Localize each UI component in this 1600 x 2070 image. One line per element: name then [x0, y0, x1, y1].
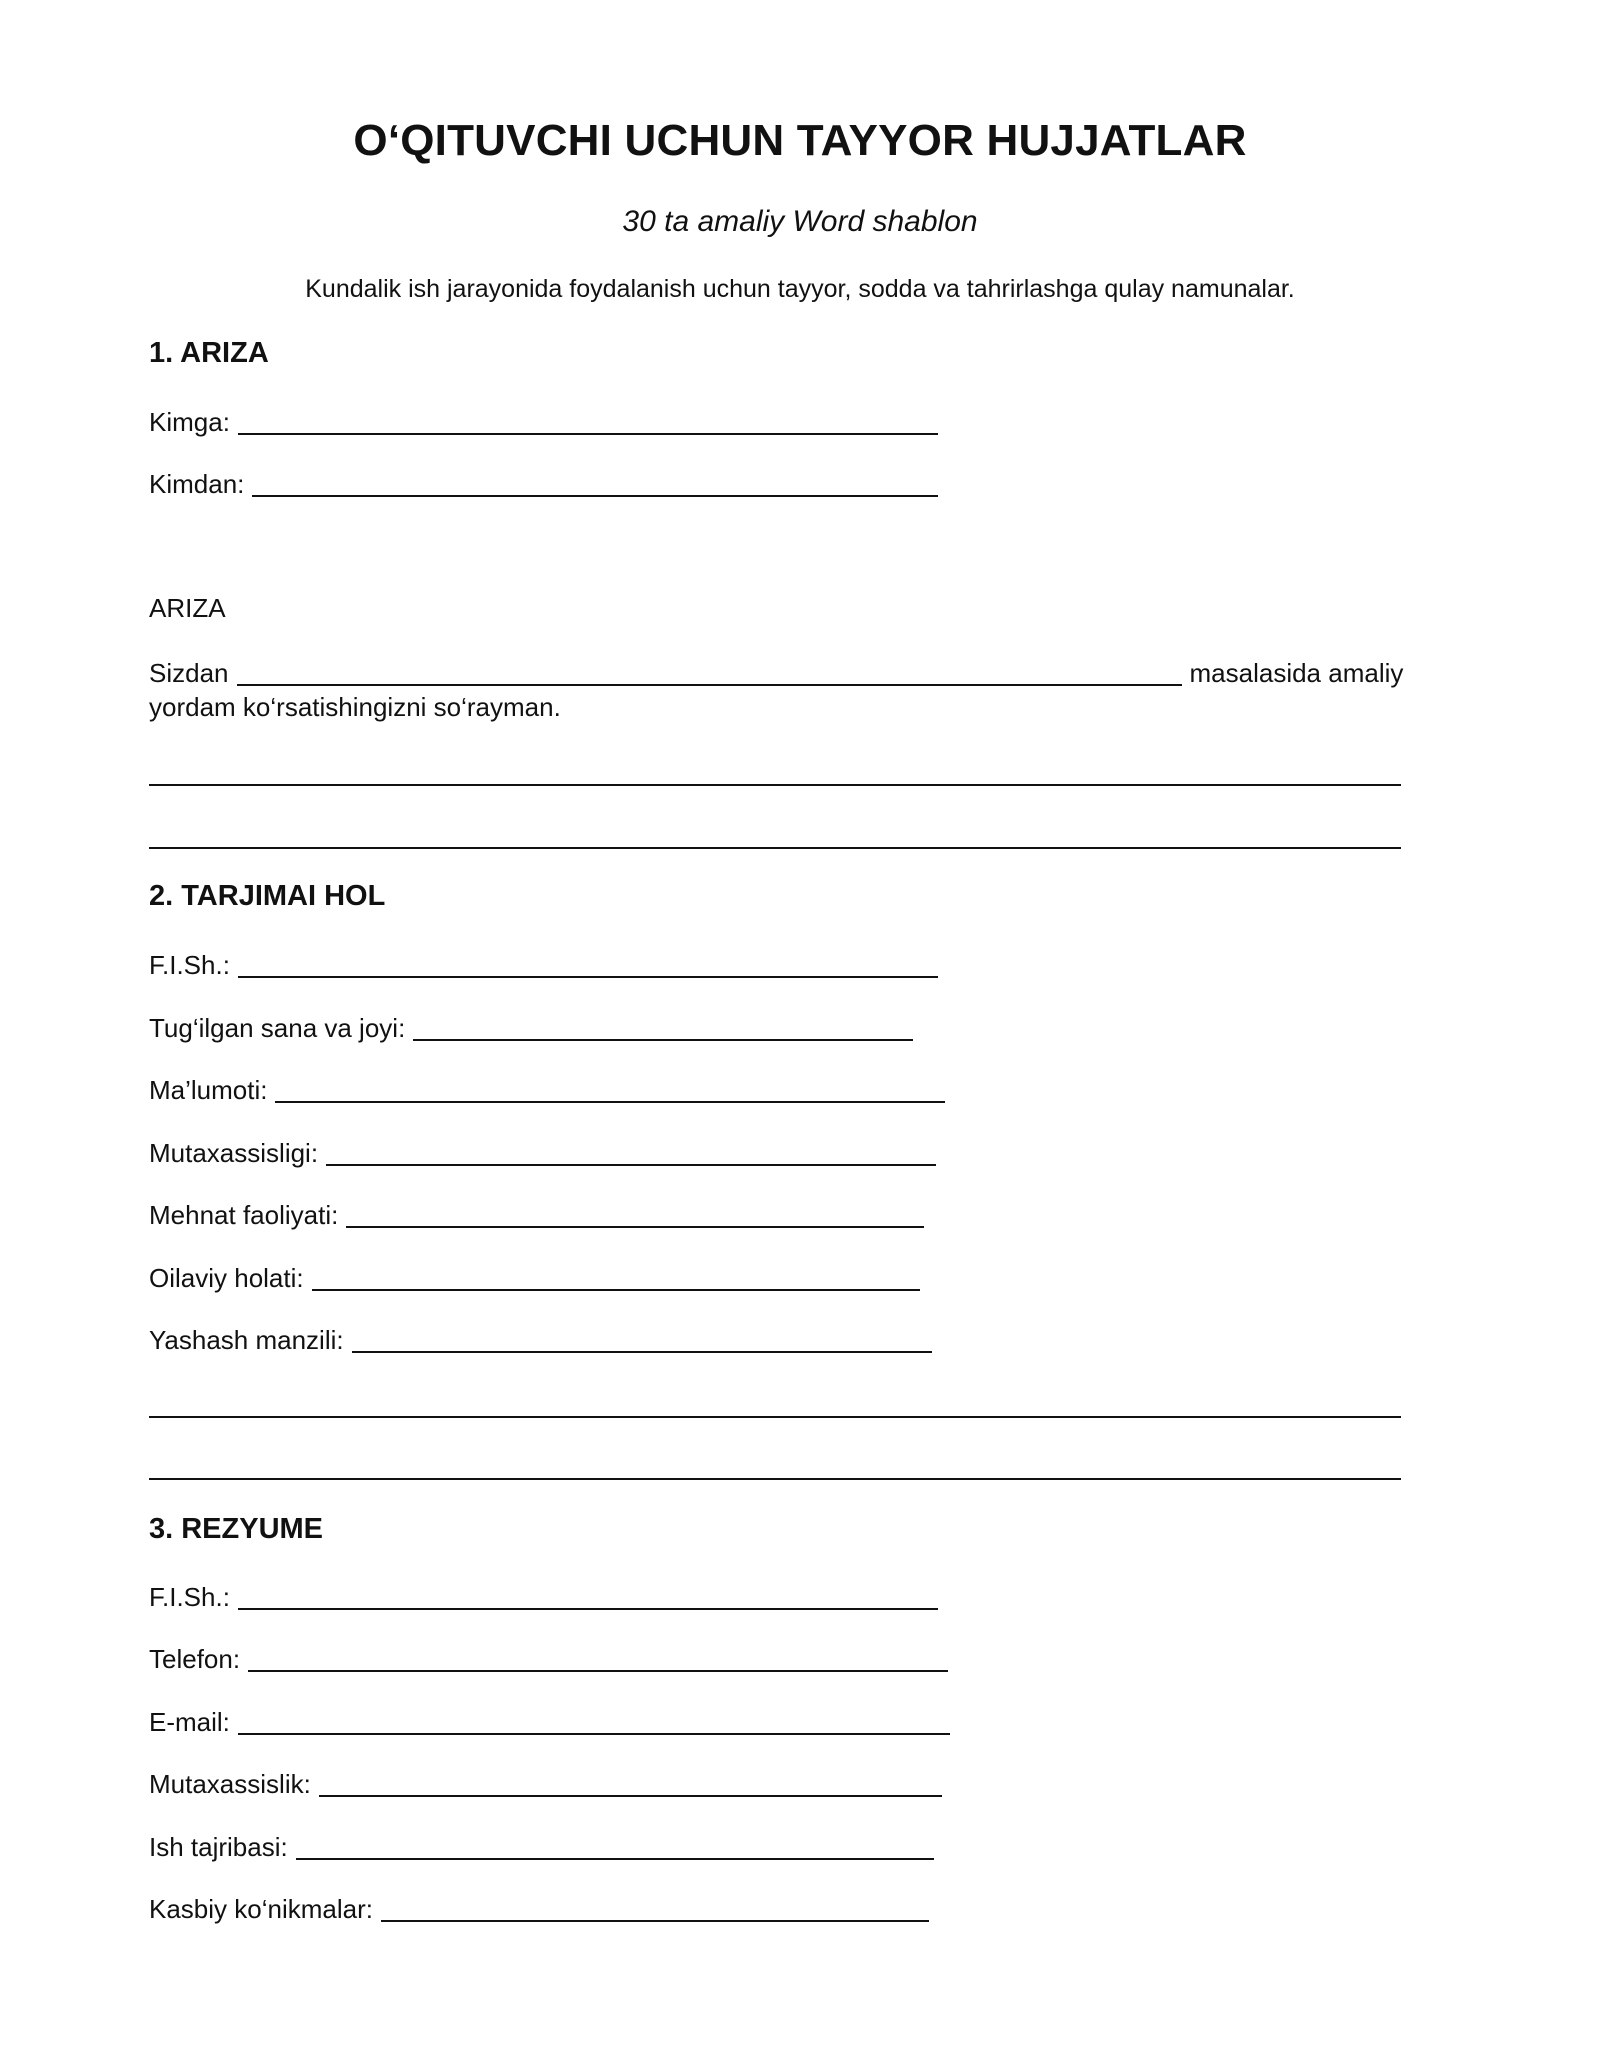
kimdan-field[interactable]: [149, 466, 938, 500]
section-heading-ariza: 1. ARIZA: [149, 337, 269, 369]
sizdan-after-text: masalasida amaliy: [1189, 658, 1404, 688]
kimga-blank-line[interactable]: [238, 407, 938, 435]
ariza-blank-line-1[interactable]: [149, 784, 1401, 786]
field-label: Ish tajribasi:: [149, 1832, 288, 1862]
field-blank-line[interactable]: [326, 1138, 936, 1166]
tarjimai-hol-field[interactable]: [149, 1135, 936, 1169]
ariza-word: ARIZA: [149, 593, 226, 623]
document-intro: Kundalik ish jarayonida foydalanish uchun tayyor, sodda va tahrirlashga qulay namunalar.: [305, 275, 1295, 303]
tarjimai-hol-field[interactable]: [149, 1197, 924, 1231]
field-blank-line[interactable]: [312, 1263, 920, 1291]
field-blank-line[interactable]: [413, 1013, 913, 1041]
field-blank-line[interactable]: [238, 1582, 938, 1610]
field-blank-line[interactable]: [248, 1644, 948, 1672]
field-blank-line[interactable]: [319, 1769, 942, 1797]
tarjimai-hol-field[interactable]: [149, 947, 938, 981]
rezyume-field[interactable]: [149, 1766, 942, 1800]
sizdan-field[interactable]: [149, 655, 1403, 689]
field-label: Mutaxassisligi:: [149, 1138, 319, 1168]
sizdan-continuation: yordam ko‘rsatishingizni so‘rayman.: [149, 692, 561, 722]
tarjimai-hol-field[interactable]: [149, 1072, 945, 1106]
kimdan-blank-line[interactable]: [252, 469, 938, 497]
rezyume-field[interactable]: [149, 1641, 948, 1675]
rezyume-field[interactable]: [149, 1704, 950, 1738]
document-title: O‘QITUVCHI UCHUN TAYYOR HUJJATLAR: [353, 116, 1247, 165]
tarjimai-hol-blank-line-2[interactable]: [149, 1478, 1401, 1480]
field-label: Telefon:: [149, 1644, 241, 1674]
field-label: Ma’lumoti:: [149, 1075, 268, 1105]
document-subtitle: 30 ta amaliy Word shablon: [622, 205, 978, 238]
tarjimai-hol-field[interactable]: [149, 1010, 913, 1044]
field-blank-line[interactable]: [275, 1075, 945, 1103]
field-label: Tug‘ilgan sana va joyi:: [149, 1013, 406, 1043]
field-label: F.I.Sh.:: [149, 950, 230, 980]
field-blank-line[interactable]: [352, 1325, 932, 1353]
section-heading-rezyume: 3. REZYUME: [149, 1513, 324, 1545]
field-label: Mehnat faoliyati:: [149, 1200, 339, 1230]
sizdan-label: Sizdan: [149, 658, 229, 688]
ariza-blank-line-2[interactable]: [149, 847, 1401, 849]
field-blank-line[interactable]: [296, 1832, 934, 1860]
field-blank-line[interactable]: [381, 1894, 929, 1922]
sizdan-blank-line[interactable]: [237, 658, 1182, 686]
kimga-label: Kimga:: [149, 407, 230, 437]
field-label: Mutaxassislik:: [149, 1769, 311, 1799]
field-label: F.I.Sh.:: [149, 1582, 230, 1612]
field-label: Kasbiy ko‘nikmalar:: [149, 1894, 373, 1924]
field-label: Yashash manzili:: [149, 1325, 344, 1355]
rezyume-field[interactable]: [149, 1829, 934, 1863]
kimga-field[interactable]: [149, 404, 938, 438]
field-label: E-mail:: [149, 1707, 230, 1737]
tarjimai-hol-field[interactable]: [149, 1260, 920, 1294]
rezyume-field[interactable]: [149, 1891, 929, 1925]
field-blank-line[interactable]: [346, 1200, 924, 1228]
tarjimai-hol-blank-line-1[interactable]: [149, 1416, 1401, 1418]
tarjimai-hol-field[interactable]: [149, 1322, 932, 1356]
section-heading-tarjimai-hol: 2. TARJIMAI HOL: [149, 880, 386, 912]
field-blank-line[interactable]: [238, 1707, 950, 1735]
rezyume-field[interactable]: [149, 1579, 938, 1613]
field-label: Oilaviy holati:: [149, 1263, 304, 1293]
kimdan-label: Kimdan:: [149, 469, 245, 499]
field-blank-line[interactable]: [238, 950, 938, 978]
